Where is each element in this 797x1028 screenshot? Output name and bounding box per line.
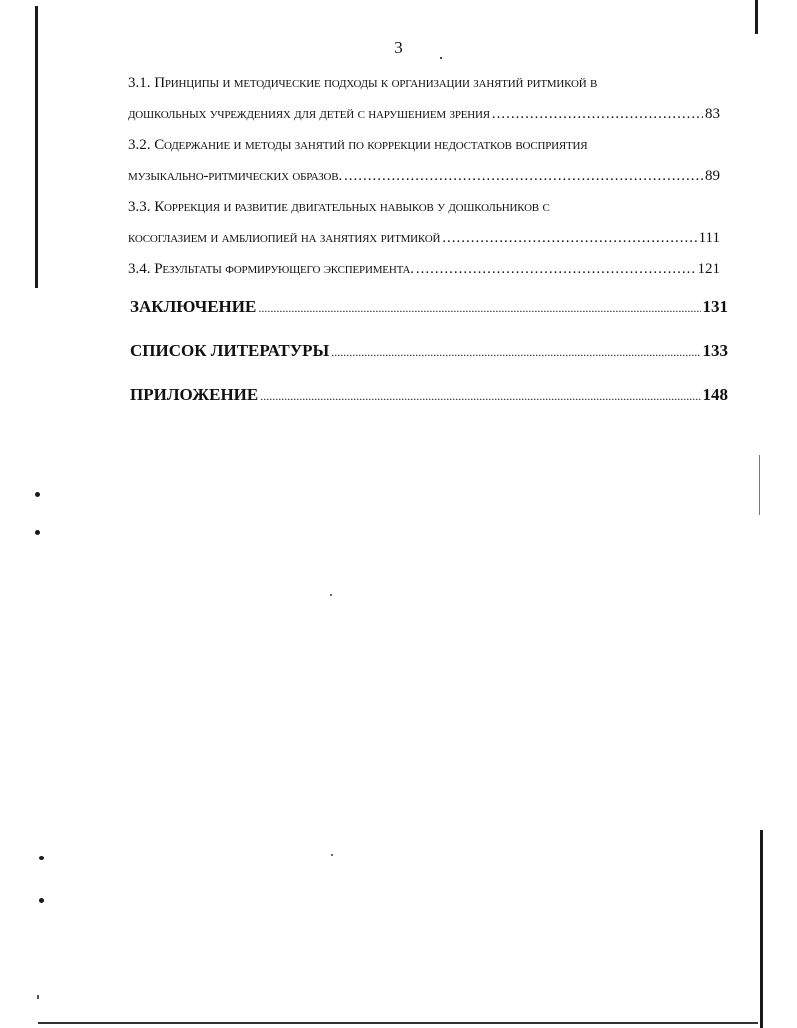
toc-entry-title: дошкольных учреждениях для детей с нарушением зрения bbox=[128, 106, 490, 122]
toc-main-title: ПРИЛОЖЕНИЕ bbox=[130, 385, 259, 404]
scan-speck bbox=[39, 856, 44, 860]
right-margin-bar bbox=[759, 455, 760, 515]
bottom-scan-edge bbox=[38, 1022, 758, 1024]
right-margin-bar bbox=[755, 0, 758, 34]
scan-speck bbox=[35, 530, 40, 535]
toc-entry-page: 121 bbox=[697, 261, 720, 277]
dot-leader bbox=[344, 161, 703, 192]
toc-entry-number: 3.1. bbox=[128, 75, 151, 91]
toc-entry-page: 111 bbox=[698, 230, 720, 246]
toc-main-page: 148 bbox=[702, 385, 728, 404]
toc-main-page: 133 bbox=[702, 341, 728, 360]
right-margin-bar bbox=[760, 830, 763, 1028]
toc-entry-number: 3.3. bbox=[128, 199, 151, 215]
toc-entry-title: музыкально-ритмических образов. bbox=[128, 168, 342, 184]
toc-entry-page: 83 bbox=[705, 106, 720, 122]
toc-entry-number: 3.2. bbox=[128, 137, 151, 153]
toc-entry-title: Коррекция и развитие двигательных навыков у дошкольников с bbox=[154, 199, 550, 215]
toc-entry-3-3 bbox=[128, 192, 720, 254]
scan-speck bbox=[330, 594, 332, 596]
scan-speck bbox=[37, 995, 39, 999]
toc-main-entry-appendix bbox=[130, 385, 728, 405]
toc-entry-3-1 bbox=[128, 68, 720, 130]
toc-main-page: 131 bbox=[702, 297, 728, 316]
dot-leader bbox=[331, 345, 700, 360]
dot-leader bbox=[260, 389, 700, 404]
scan-speck bbox=[331, 854, 333, 856]
toc-main-title: СПИСОК ЛИТЕРАТУРЫ bbox=[130, 341, 330, 360]
toc-entry-number: 3.4. bbox=[128, 261, 151, 277]
toc-entry-title: Содержание и методы занятий по коррекции недостатков восприятия bbox=[154, 137, 588, 153]
toc-entry-3-2 bbox=[128, 130, 720, 192]
scan-speck bbox=[35, 492, 40, 497]
toc-entry-title: Результаты формирующего эксперимента. bbox=[154, 261, 414, 277]
dot-leader bbox=[442, 223, 696, 254]
toc-main-entry-bibliography bbox=[130, 341, 728, 361]
page-number: 3 bbox=[394, 38, 403, 57]
toc-main-entry-conclusion bbox=[130, 297, 728, 317]
toc-main-title: ЗАКЛЮЧЕНИЕ bbox=[130, 297, 257, 316]
dot-leader bbox=[416, 254, 696, 285]
dot-leader bbox=[258, 301, 700, 316]
dot-leader bbox=[492, 99, 703, 130]
toc-entry-title: косоглазием и амблиопией на занятиях ритмикой bbox=[128, 230, 441, 246]
toc-entry-page: 89 bbox=[705, 168, 720, 184]
toc-entry-title: Принципы и методические подходы к организации занятий ритмикой в bbox=[154, 75, 598, 91]
table-of-contents bbox=[128, 68, 728, 405]
scan-speck bbox=[39, 898, 44, 903]
toc-entry-3-4 bbox=[128, 254, 720, 285]
